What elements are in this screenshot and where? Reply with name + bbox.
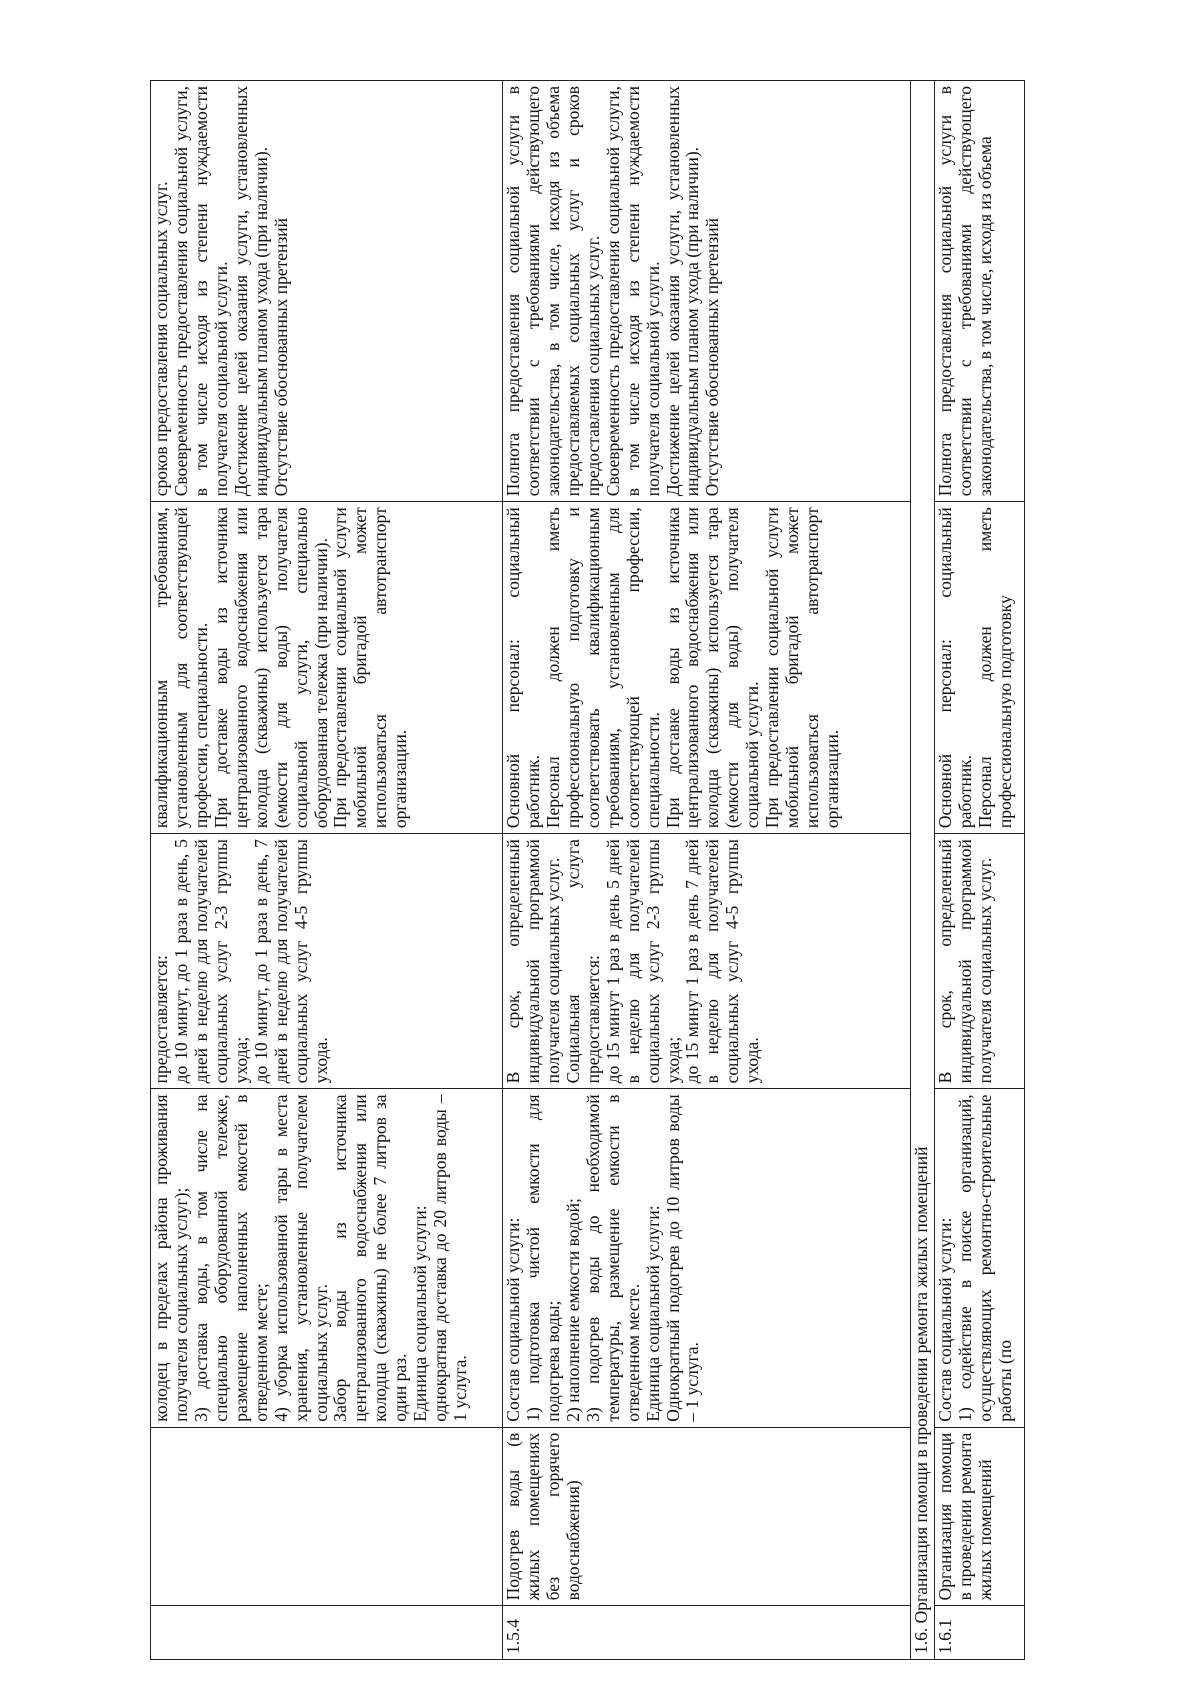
row-number: 1.5.4 [503, 1606, 911, 1660]
service-term: предоставляется: до 10 минут, до 1 раза в день, 5 дней в неделю для получателей социальных услуг 2-3 группы ухода; до 10 минут, до 1 раза в день, 7 дней в неделю для получателей социальных услуг 4-5 группы ухода. [151, 834, 503, 1089]
section-title: 1.6. Организация помощи в проведении ремонта жилых помещений [911, 81, 935, 1660]
service-name: Организация помощи в проведении ремонта жилых помещений [934, 1427, 1024, 1606]
service-conditions: Основной персонал: социальный работник. Персонал должен иметь профессиональную подготовку [934, 502, 1024, 834]
service-quality: Полнота предоставления социальной услуги в соответствии с требованиями действующего законодательства, в том числе, исходя из объема [934, 81, 1024, 502]
table-row [151, 81, 503, 1660]
service-quality: Полнота предоставления социальной услуги в соответствии с требованиями действующего законодательства, в том числе, исходя из объема предоставляемых социальных услуг и сроков предоставления социальных услуг. Своевременность предоставления социальной услуги, в том числе исходя из степени нуждаемости получателя социальной услуги. Достижение целей оказания услуги, установленных индивидуальным планом ухода (при наличии). Отсутствие обоснованных претензий [503, 81, 911, 502]
table-row [503, 81, 911, 1660]
service-content: Состав социальной услуги: 1) содействие в поиске организаций, осуществляющих ремонтно-строительные работы (по [934, 1089, 1024, 1427]
service-term: В срок, определенный индивидуальной программой получателя социальных услуг. [934, 834, 1024, 1089]
service-content: колодец в пределах района проживания получателя социальных услуг); 3) доставка воды, в том числе на специально оборудованной тележке, размещение наполненных емкостей в отведенном месте; 4) уборка использованной тары в места хранения, установленные получателем социальных услуг. Забор воды из источника централизованного водоснабжения или колодца (скважины) не более 7 литров за один раз. Единица социальной услуги: однократная доставка до 20 литров воды – 1 услуга. [151, 1089, 503, 1427]
table-row [934, 81, 1024, 1660]
service-conditions: квалификационным требованиям, установленным для соответствующей профессии, специальности. При доставке воды из источника централизованного водоснабжения или колодца (скважины) используется тара (емкости для воды) получателя социальной услуги, специально оборудованная тележка (при наличии). При предоставлении социальной услуги мобильной бригадой может использоваться автотранспорт организации. [151, 502, 503, 834]
services-table [150, 80, 1025, 1660]
service-quality: сроков предоставления социальных услуг. Своевременность предоставления социальной услуги, в том числе исходя из степени нуждаемости получателя социальной услуги. Достижение целей оказания услуги, установленных индивидуальным планом ухода (при наличии). Отсутствие обоснованных претензий [151, 81, 503, 502]
section-header-row [911, 81, 935, 1660]
service-content: Состав социальной услуги: 1) подготовка чистой емкости для подогрева воды; 2) наполнение емкости водой; 3) подогрев воды до необходимой температуры, размещение емкости в отведенном месте. Единица социальной услуги: Однократный подогрев до 10 литров воды – 1 услуга. [503, 1089, 911, 1427]
service-name: Подогрев воды (в жилых помещениях без горячего водоснабжения) [503, 1427, 911, 1606]
rotated-document [150, 80, 1070, 1660]
row-number: 1.6.1 [934, 1606, 1024, 1660]
row-number [151, 1606, 503, 1660]
service-term: В срок, определенный индивидуальной программой получателя социальных услуг. Социальная услуга предоставляется: до 15 минут 1 раз в день 5 дней в неделю для получателей социальных услуг 2-3 группы ухода; до 15 минут 1 раз в день 7 дней в неделю для получателей социальных услуг 4-5 группы ухода. [503, 834, 911, 1089]
service-conditions: Основной персонал: социальный работник. Персонал должен иметь профессиональную подготовку и соответствовать квалификационным требованиям, установленным для соответствующей профессии, специальности. При доставке воды из источника централизованного водоснабжения или колодца (скважины) используется тара (емкости для воды) получателя социальной услуги. При предоставлении социальной услуги мобильной бригадой может использоваться автотранспорт организации. [503, 502, 911, 834]
service-name [151, 1427, 503, 1606]
